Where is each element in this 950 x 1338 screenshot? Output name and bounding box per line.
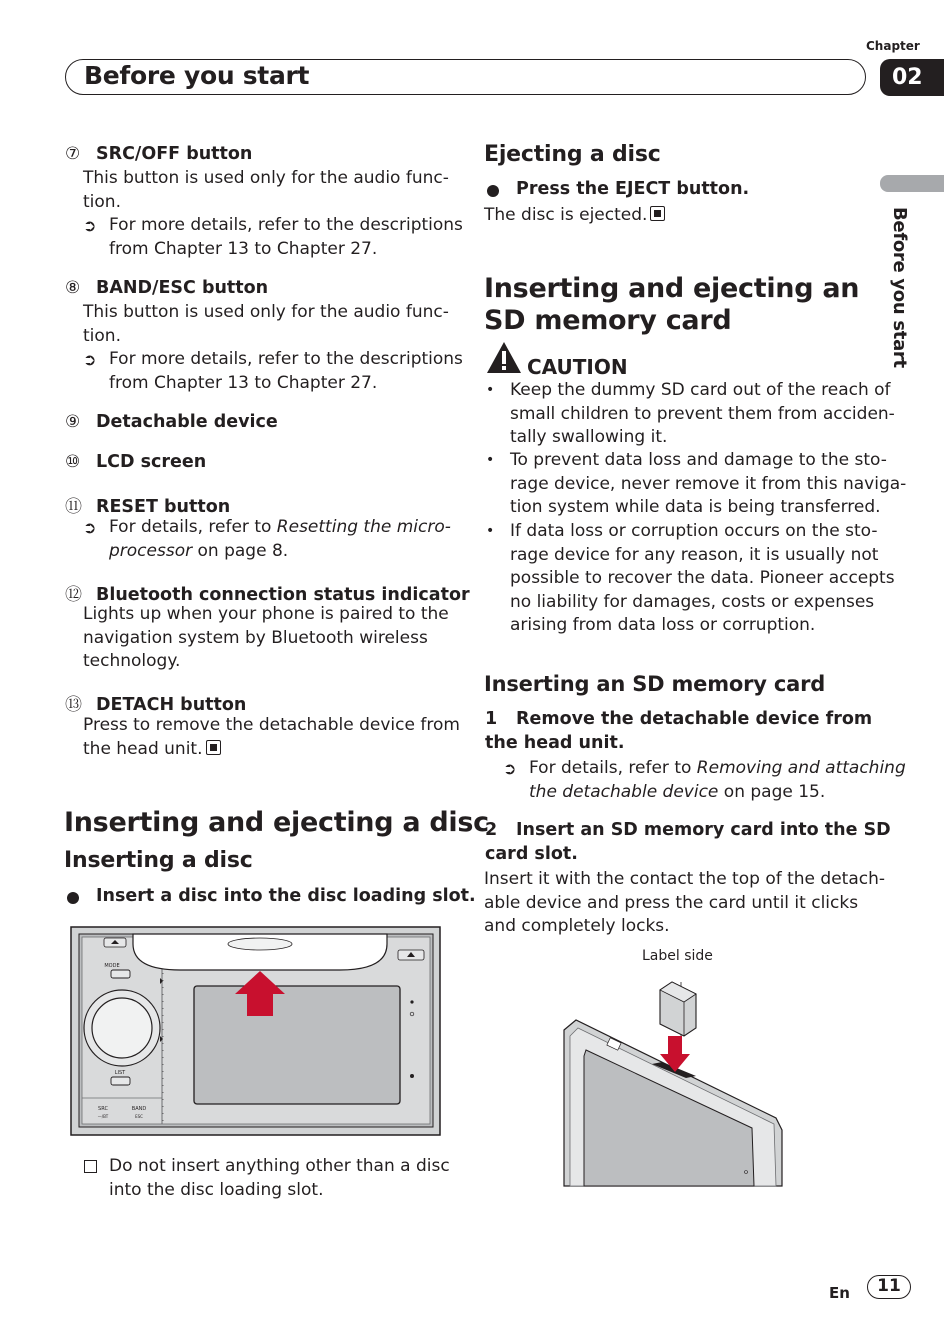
title-line: Inserting and ejecting an xyxy=(484,273,860,304)
page-number: 11 xyxy=(867,1275,911,1299)
step-1-continued: the head unit. xyxy=(485,733,625,753)
sd-card-illustration xyxy=(556,970,788,1188)
sd-section-title xyxy=(484,273,859,337)
item-band-esc xyxy=(65,278,268,298)
step-instruction: Insert a disc into the disc loading slot. xyxy=(96,886,476,906)
arrow-icon: ➲ xyxy=(83,518,97,537)
reference-text: on page 8. xyxy=(192,540,289,561)
note-line: Do not insert anything other than a disc xyxy=(109,1156,450,1176)
page-title: Before you start xyxy=(84,61,310,90)
body-line: This button is used only for the audio func- xyxy=(83,168,449,188)
control-dial-inner xyxy=(92,998,152,1058)
item-number: ⑫ xyxy=(65,585,82,605)
side-tab-marker xyxy=(880,175,944,192)
title-line: SD memory card xyxy=(484,305,732,336)
reference-line: from Chapter 13 to Chapter 27. xyxy=(109,372,378,393)
item-detach-button xyxy=(65,690,246,715)
body-line: Press to remove the detachable device from xyxy=(83,715,460,735)
step-number: 2 xyxy=(485,820,498,840)
caution-line: To prevent data loss and damage to the sto- xyxy=(510,450,887,470)
list-button-graphic xyxy=(111,1077,130,1085)
band-label: BAND xyxy=(131,1106,147,1112)
bullet-icon: • xyxy=(486,452,495,468)
body-line: technology. xyxy=(83,651,181,671)
section-title: Inserting and ejecting a disc xyxy=(64,807,489,838)
item-title: DETACH button xyxy=(96,695,247,715)
arrow-icon: ➲ xyxy=(83,350,97,369)
caution-item xyxy=(510,449,906,520)
item-number: ⑪ xyxy=(65,497,82,517)
eject-step: Press the EJECT button. xyxy=(516,179,750,199)
mode-label: MODE xyxy=(104,963,120,969)
step-number: 1 xyxy=(485,709,498,729)
arrow-icon: ➲ xyxy=(503,759,517,778)
step-2-body xyxy=(484,868,885,939)
ejecting-disc-title: Ejecting a disc xyxy=(484,142,661,167)
side-tab-label: Before you start xyxy=(889,207,910,368)
caution-line: no liability for damages, costs or expenses xyxy=(510,591,875,612)
item-title: RESET button xyxy=(96,497,231,517)
item-body xyxy=(83,301,449,348)
item-number: ⑦ xyxy=(65,144,81,164)
step-1 xyxy=(485,709,872,729)
step-text: Insert an SD memory card into the SD xyxy=(516,820,891,840)
step-text: Remove the detachable device from xyxy=(516,709,873,729)
reference-note xyxy=(83,516,451,563)
item-reset-button xyxy=(65,492,230,517)
reference-note xyxy=(83,214,463,261)
reference-note xyxy=(83,348,463,395)
caution-line: tion system while data is being transferred. xyxy=(510,497,881,517)
item-bluetooth-indicator xyxy=(65,580,470,605)
src-sub-label: —/BT xyxy=(97,1114,109,1119)
bullet-icon: • xyxy=(486,382,495,398)
item-lcd-screen xyxy=(65,452,206,472)
caution-line: rage device for any reason, it is usually not xyxy=(510,544,879,565)
item-body xyxy=(83,714,460,761)
item-body xyxy=(83,603,449,674)
caution-line: rage device, never remove it from this naviga- xyxy=(510,473,907,494)
bullet-icon xyxy=(487,185,499,197)
reference-note xyxy=(503,757,906,804)
label-side-caption: Label side xyxy=(642,948,713,964)
caution-line: arising from data loss or corruption. xyxy=(510,615,816,635)
item-title: Detachable device xyxy=(96,412,278,432)
reference-line: For more details, refer to the descriptions xyxy=(109,349,463,369)
src-label: SRC xyxy=(98,1106,108,1112)
caution-heading: CAUTION xyxy=(527,355,628,379)
reference-link-text: Removing and attaching xyxy=(696,758,906,778)
subsection-title: Inserting a disc xyxy=(64,848,253,873)
body-line: navigation system by Bluetooth wireless xyxy=(83,627,428,648)
bullet-icon: • xyxy=(486,523,495,539)
item-src-off xyxy=(65,144,252,164)
reference-text: For details, refer to xyxy=(109,517,277,537)
body-line: the head unit. xyxy=(83,738,203,759)
item-number: ⑧ xyxy=(65,278,81,298)
item-title: LCD screen xyxy=(96,452,207,472)
reference-line: from Chapter 13 to Chapter 27. xyxy=(109,238,378,259)
end-of-section-icon xyxy=(650,206,665,221)
body-line: and completely locks. xyxy=(484,916,670,936)
head-unit-illustration xyxy=(70,926,442,1138)
body-line: able device and press the card until it clicks xyxy=(484,892,859,913)
reference-text: For details, refer to xyxy=(529,758,697,778)
reference-text: on page 15. xyxy=(718,781,826,802)
footer-language: En xyxy=(829,1284,850,1302)
reference-link-text: Resetting the micro- xyxy=(276,517,451,537)
reference-link-text: the detachable device xyxy=(529,781,719,802)
bullet-icon xyxy=(67,892,79,904)
step-2-continued: card slot. xyxy=(485,844,578,864)
lcd-screen-graphic xyxy=(194,986,400,1104)
chapter-number: 02 xyxy=(880,59,944,96)
note-checkbox-icon xyxy=(84,1160,97,1173)
item-title: Bluetooth connection status indicator xyxy=(96,585,470,605)
warning-icon xyxy=(486,341,522,374)
insert-sd-title: Inserting an SD memory card xyxy=(484,672,826,696)
item-body xyxy=(83,167,449,214)
caution-item xyxy=(510,520,895,638)
disc-hub xyxy=(228,938,292,950)
note-text xyxy=(109,1155,450,1202)
arrow-icon: ➲ xyxy=(83,216,97,235)
chapter-label: Chapter xyxy=(866,39,920,53)
step-2 xyxy=(485,820,891,840)
body-line: Lights up when your phone is paired to the xyxy=(83,604,449,624)
item-detachable-device xyxy=(65,412,278,432)
caution-line: small children to prevent them from acciden- xyxy=(510,403,895,424)
caution-line: possible to recover the data. Pioneer accepts xyxy=(510,568,895,588)
note-line: into the disc loading slot. xyxy=(109,1179,324,1200)
item-title: BAND/ESC button xyxy=(96,278,269,298)
body-line: Insert it with the contact the top of the detach- xyxy=(484,869,885,889)
mode-button-graphic xyxy=(111,970,130,978)
item-number: ⑨ xyxy=(65,412,81,432)
body-line: This button is used only for the audio func- xyxy=(83,302,449,322)
caution-item xyxy=(510,379,895,450)
item-number: ⑩ xyxy=(65,452,81,472)
caution-line: Keep the dummy SD card out of the reach of xyxy=(510,380,891,400)
reference-link-text: processor xyxy=(109,540,193,561)
body-line: tion. xyxy=(83,325,121,346)
item-number: ⑬ xyxy=(65,695,82,715)
body-line: tion. xyxy=(83,191,121,212)
eject-result-text: The disc is ejected. xyxy=(484,205,648,225)
band-sub-label: ESC xyxy=(135,1114,143,1119)
end-of-section-icon xyxy=(206,740,221,755)
reference-line: For more details, refer to the descriptions xyxy=(109,215,463,235)
list-label: LIST xyxy=(114,1070,126,1076)
item-title: SRC/OFF button xyxy=(96,144,253,164)
eject-result xyxy=(484,204,665,228)
caution-line: tally swallowing it. xyxy=(510,427,668,447)
caution-line: If data loss or corruption occurs on the sto- xyxy=(510,521,878,541)
